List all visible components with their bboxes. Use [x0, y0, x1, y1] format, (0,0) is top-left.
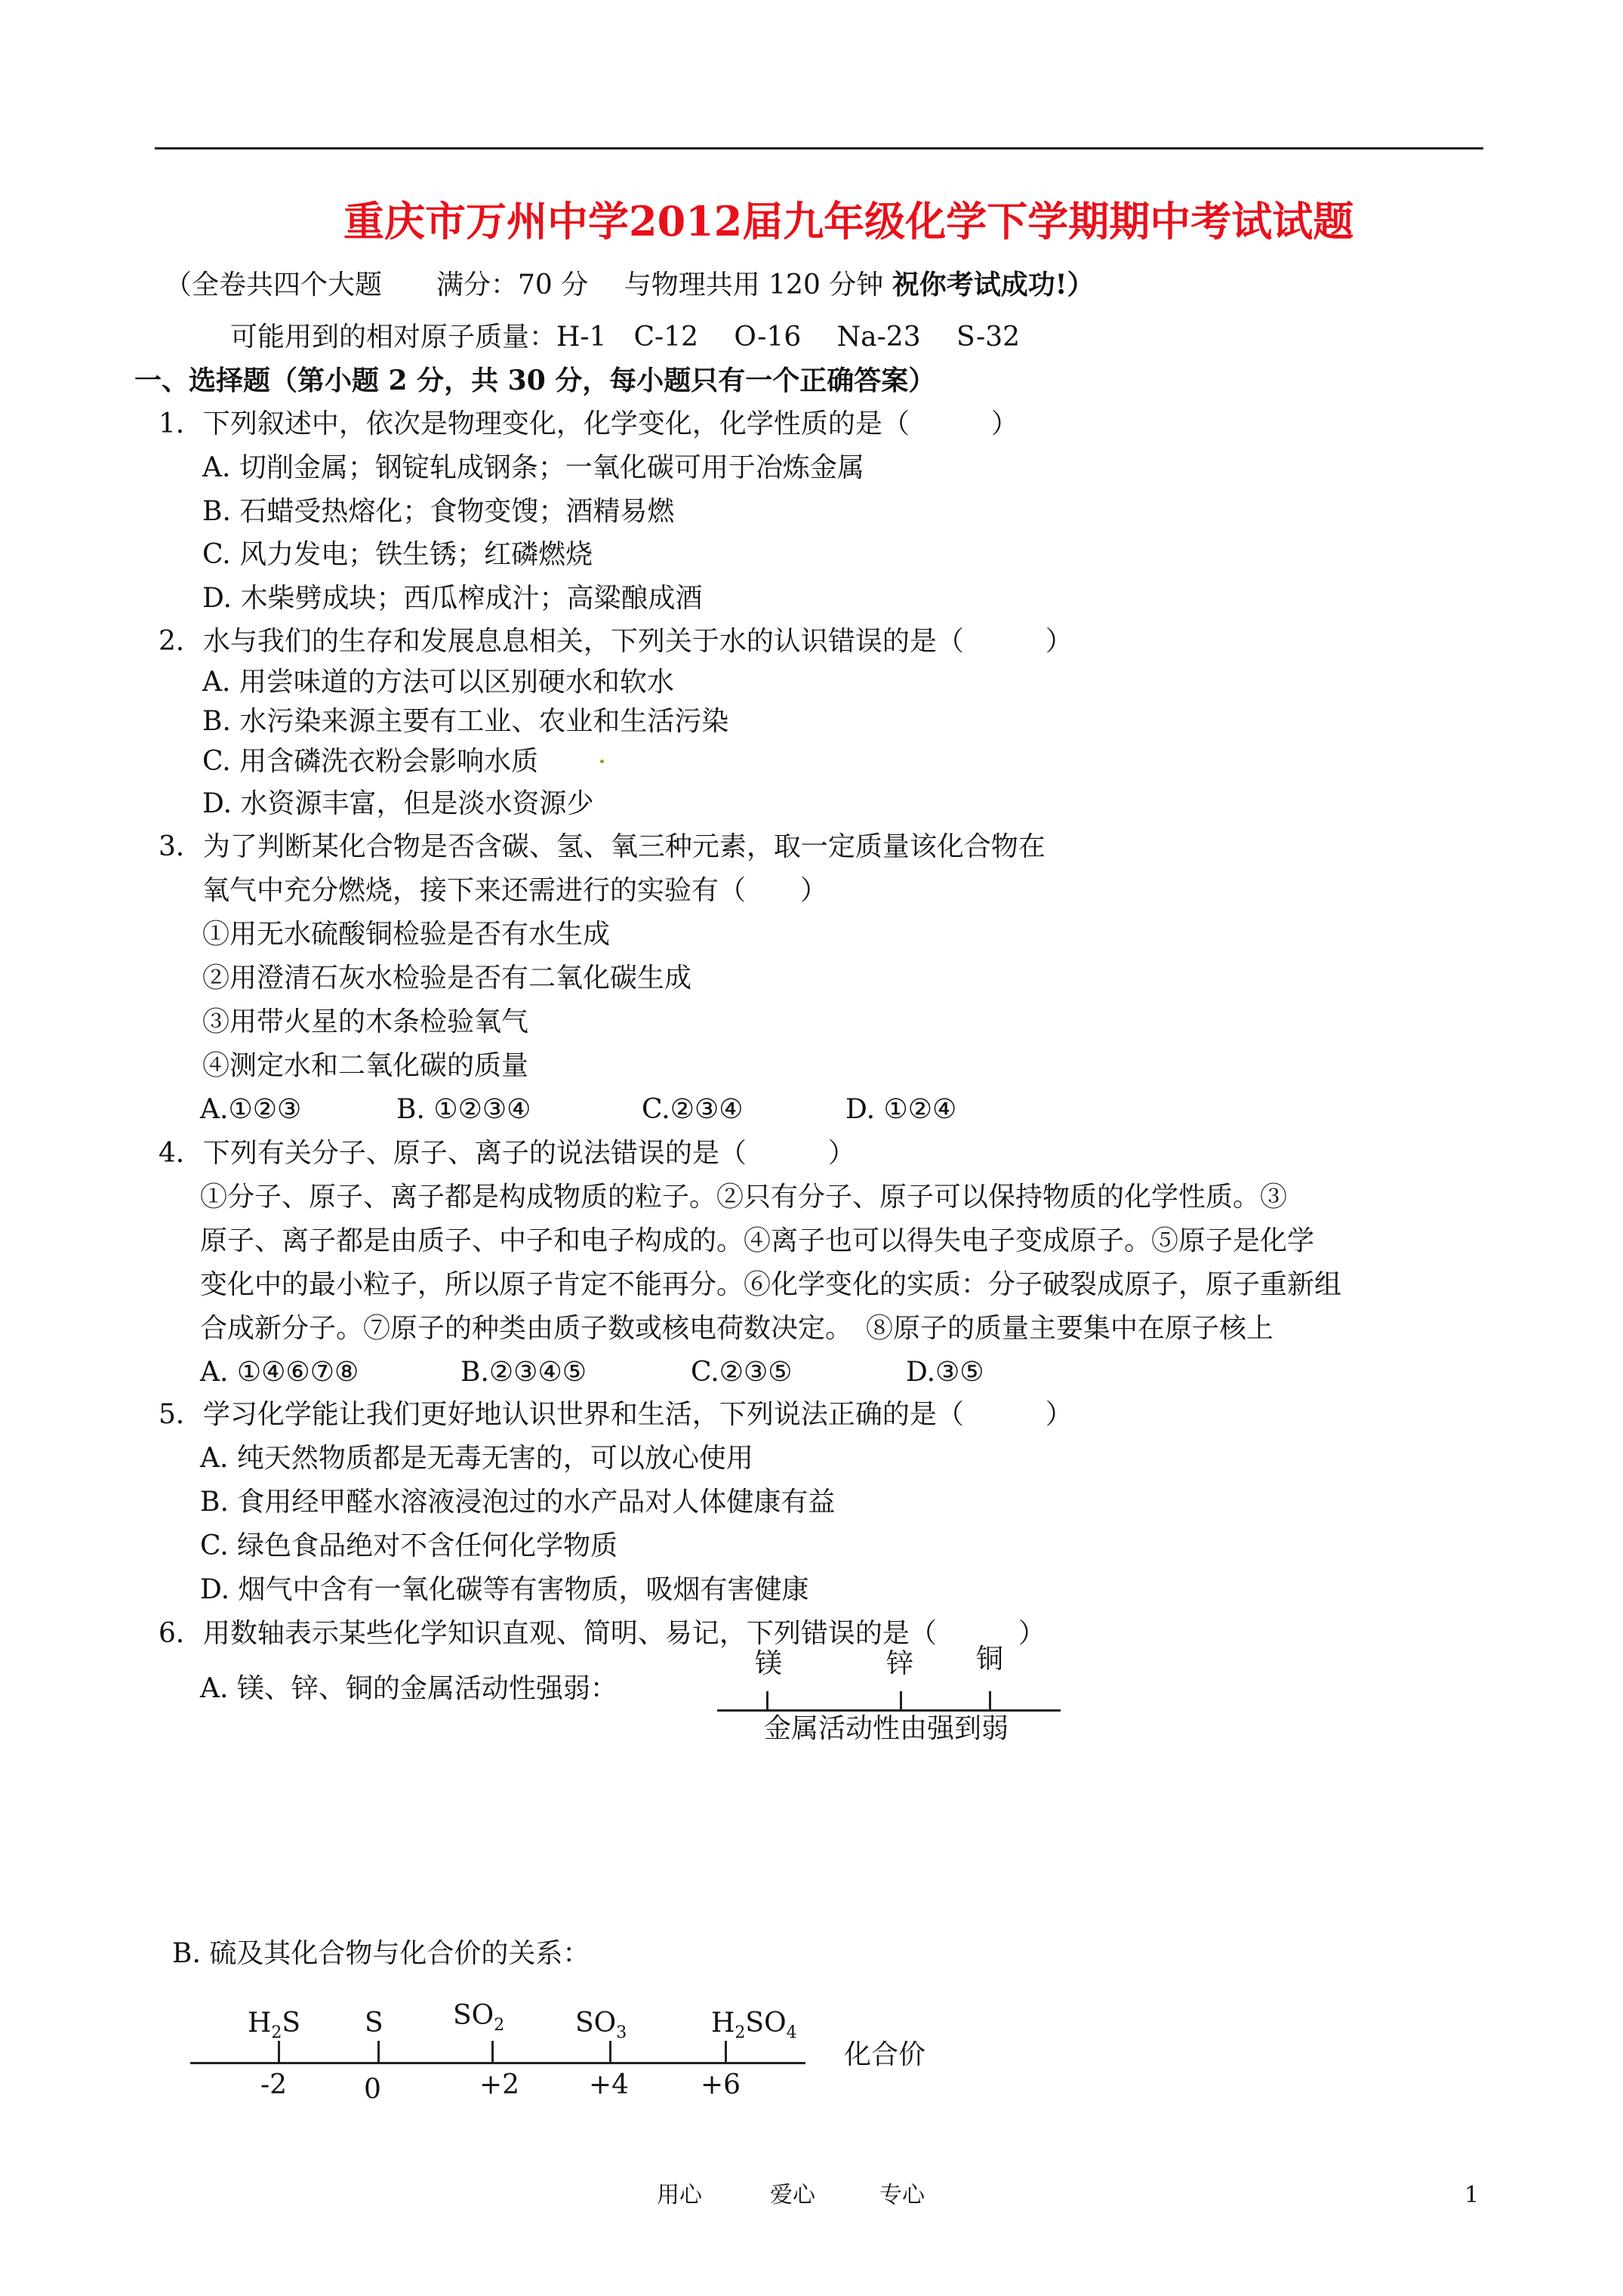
activity-axis-line: [717, 1709, 1061, 1712]
value-so2: +2: [479, 2069, 520, 2100]
q4-line-2: 原子、离子都是由质子、中子和电子构成的。④离子也可以得失电子变成原子。⑤原子是化学: [200, 1225, 1315, 1256]
q3-option-a: A.①②③: [200, 1094, 302, 1125]
page-title: 重庆市万州中学2012届九年级化学下学期期中考试试题: [343, 197, 1354, 245]
q3-item-1: ①用无水硫酸铜检验是否有水生成: [202, 919, 611, 950]
tick-h2s: [278, 2041, 280, 2063]
header-rule: [155, 147, 1483, 149]
q3-option-d: D. ①②④: [845, 1094, 957, 1125]
q2-option-b: B. 水污染来源主要有工业、农业和生活污染: [202, 706, 729, 737]
footer-word-3: 专心: [879, 2182, 925, 2208]
q3-item-3: ③用带火星的木条检验氧气: [202, 1006, 529, 1037]
q2-stem: 2．水与我们的生存和发展息息相关，下列关于水的认识错误的是（ ）: [159, 626, 1073, 657]
q3-option-b: B. ①②③④: [396, 1094, 531, 1125]
species-s: S: [365, 2008, 383, 2039]
q1-option-d: D. 木柴劈成块；西瓜榨成汁；高粱酿成酒: [202, 583, 703, 614]
q5-option-d: D. 烟气中含有一氧化碳等有害物质，吸烟有害健康: [200, 1574, 809, 1605]
q1-option-c: C. 风力发电；铁生锈；红磷燃烧: [202, 539, 593, 570]
q1-option-a: A. 切削金属；钢锭轧成钢条；一氧化碳可用于冶炼金属: [202, 452, 864, 483]
activity-caption: 金属活动性由强到弱: [764, 1713, 1009, 1744]
species-so2: $SO_2$: [453, 2000, 505, 2036]
q4-option-c: C.②③⑤: [691, 1357, 793, 1388]
tick-so2: [491, 2041, 494, 2063]
q4-option-a: A. ①④⑥⑦⑧: [200, 1357, 359, 1388]
atomic-mass-line: 可能用到的相对原子质量：H-1 C-12 O-16 Na-23 S-32: [230, 322, 1021, 353]
q1-option-b: B. 石蜡受热熔化；食物变馊；酒精易燃: [202, 496, 675, 527]
q2-option-a: A. 用尝味道的方法可以区别硬水和软水: [202, 667, 674, 698]
q4-stem: 4．下列有关分子、原子、离子的说法错误的是（ ）: [159, 1138, 855, 1169]
q2-option-d: D. 水资源丰富，但是淡水资源少: [202, 788, 594, 819]
q5-option-b: B. 食用经甲醛水溶液浸泡过的水产品对人体健康有益: [200, 1487, 836, 1518]
q5-option-c: C. 绿色食品绝对不含任何化学物质: [200, 1530, 618, 1561]
q3-item-2: ②用澄清石灰水检验是否有二氧化碳生成: [202, 963, 692, 994]
q1-stem: 1．下列叙述中，依次是物理变化，化学变化，化学性质的是（ ）: [159, 408, 1018, 439]
exam-info-text: （全卷共四个大题 满分：70 分 与物理共用 120 分钟: [165, 270, 884, 300]
q6-stem: 6．用数轴表示某些化学知识直观、简明、易记，下列错误的是（ ）: [159, 1618, 1046, 1649]
tick-magnesium: [766, 1691, 768, 1711]
tick-zinc: [900, 1691, 902, 1711]
tick-so3: [609, 2041, 611, 2063]
label-magnesium: 镁: [755, 1648, 783, 1679]
q4-option-d: D.③⑤: [906, 1357, 984, 1388]
q6-option-a: A. 镁、锌、铜的金属活动性强弱：: [200, 1673, 617, 1704]
page-number: 1: [1464, 2182, 1480, 2208]
value-h2so4: +6: [701, 2069, 741, 2100]
q3-option-c: C.②③④: [642, 1094, 744, 1125]
q6-option-b: B. 硫及其化合物与化合价的关系：: [172, 1938, 590, 1969]
value-s: 0: [364, 2074, 381, 2105]
q5-stem: 5．学习化学能让我们更好地认识世界和生活，下列说法正确的是（ ）: [159, 1399, 1073, 1430]
value-so3: +4: [589, 2069, 630, 2100]
footer-word-2: 爱心: [770, 2182, 815, 2208]
value-h2s: -2: [260, 2069, 288, 2100]
label-zinc: 锌: [886, 1648, 914, 1679]
species-h2s: $H_2S$: [248, 2008, 301, 2043]
q5-option-a: A. 纯天然物质都是无毒无害的，可以放心使用: [200, 1443, 753, 1474]
section-1-heading: 一、选择题（第小题 2 分，共 30 分，每小题只有一个正确答案）: [134, 365, 936, 396]
species-h2so4: $H_2SO_4$: [711, 2008, 797, 2043]
exam-wish: 祝你考试成功!）: [892, 269, 1095, 300]
exam-info: [165, 268, 1095, 302]
q3-item-4: ④测定水和二氧化碳的质量: [202, 1050, 529, 1081]
label-copper: 铜: [976, 1644, 1004, 1675]
stray-dot: [600, 760, 604, 763]
tick-copper: [989, 1691, 991, 1711]
q4-line-4: 合成新分子。⑦原子的种类由质子数或核电荷数决定。 ⑧原子的质量主要集中在原子核上: [200, 1313, 1274, 1344]
q4-line-1: ①分子、原子、离子都是构成物质的粒子。②只有分子、原子可以保持物质的化学性质。③: [200, 1182, 1288, 1213]
q3-stem-line-2: 氧气中充分燃烧，接下来还需进行的实验有（ ）: [202, 875, 828, 906]
tick-s: [377, 2041, 380, 2063]
species-so3: $SO_3$: [575, 2008, 627, 2043]
q3-stem-line-1: 3．为了判断某化合物是否含碳、氢、氧三种元素，取一定质量该化合物在: [159, 831, 1046, 862]
valence-axis-line: [190, 2062, 805, 2064]
q4-line-3: 变化中的最小粒子，所以原子肯定不能再分。⑥化学变化的实质：分子破裂成原子，原子重新组: [200, 1269, 1342, 1300]
valence-axis-label: 化合价: [844, 2039, 926, 2070]
tick-h2so4: [725, 2041, 727, 2063]
q2-option-c: C. 用含磷洗衣粉会影响水质: [202, 746, 539, 777]
q4-option-b: B.②③④⑤: [460, 1357, 587, 1388]
footer-word-1: 用心: [657, 2182, 702, 2208]
